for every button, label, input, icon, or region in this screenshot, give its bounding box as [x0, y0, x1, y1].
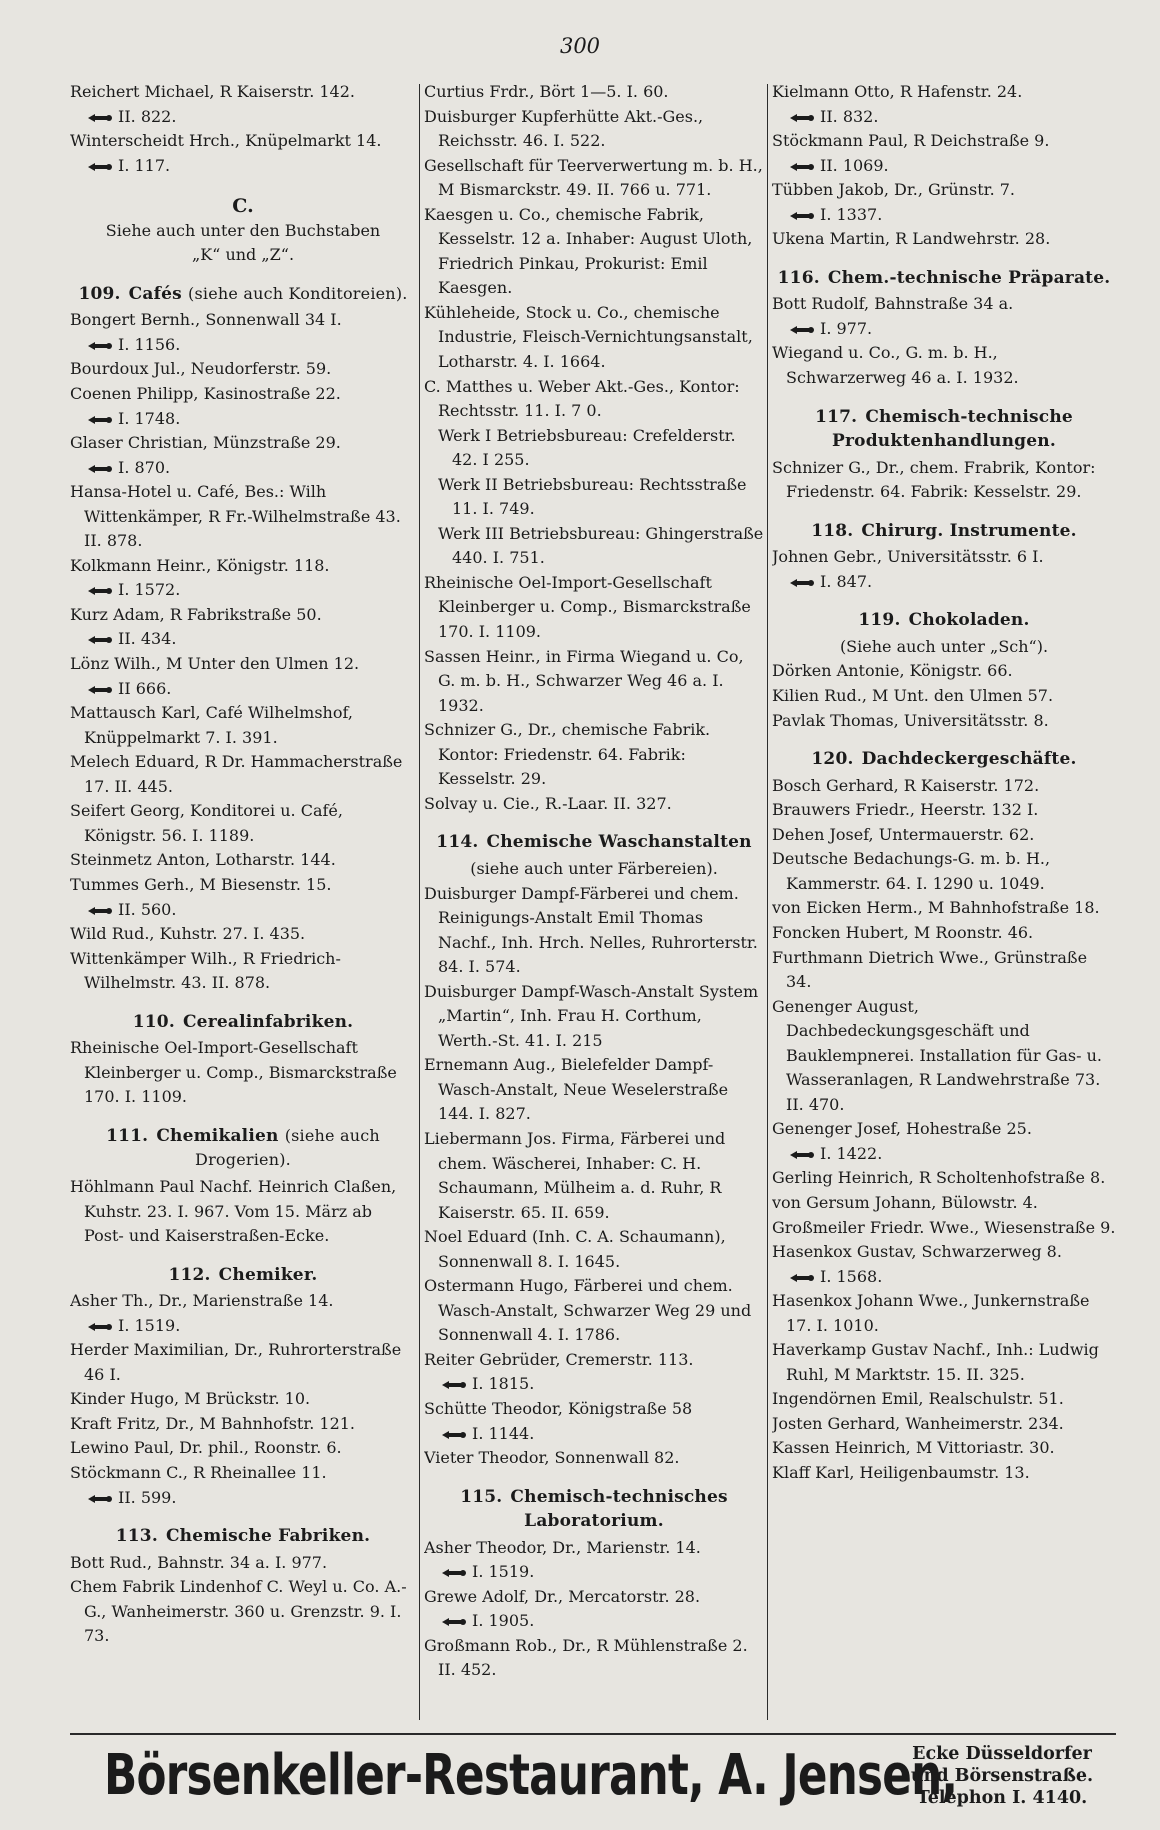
section-title: Chemiker. — [218, 1264, 318, 1285]
directory-entry: Stöckmann C., R Rheinallee 11. — [70, 1462, 327, 1482]
phone-line — [772, 1265, 1116, 1290]
phone-line — [424, 1609, 764, 1634]
section-heading — [424, 830, 764, 855]
ad-address — [896, 1743, 1108, 1809]
phone-line — [424, 1422, 764, 1447]
section-title: Chem.-technische Präparate. — [827, 267, 1111, 288]
directory-entry: Kinder Hugo, M Brückstr. 10. — [70, 1389, 311, 1409]
section-note: (siehe auch Drogerien). — [195, 1125, 380, 1170]
directory-entry: Coenen Philipp, Kasinostraße 22. — [70, 384, 341, 404]
cross-reference: „K“ und „Z“. — [191, 245, 295, 265]
directory-entry: Rheinische Oel-Import-Gesellschaft Kleinberger u. Comp., Bismarckstraße 170. I. 1109. — [424, 572, 751, 642]
directory-entry: Bosch Gerhard, R Kaiserstr. 172. — [772, 775, 1040, 795]
phone-line — [70, 898, 416, 923]
telephone-icon — [790, 162, 814, 172]
telephone-icon — [88, 906, 112, 916]
directory-entry: Genenger Josef, Hohestraße 25. — [772, 1119, 1032, 1139]
telephone-icon — [88, 1322, 112, 1332]
phone-number: I. 1568. — [820, 1266, 883, 1286]
section-number: 115. — [460, 1486, 503, 1507]
directory-entry: Reichert Michael, R Kaiserstr. 142. — [70, 82, 355, 101]
directory-entry: Dehen Josef, Untermauerstr. 62. — [772, 824, 1035, 844]
directory-entry: C. Matthes u. Weber Akt.-Ges., Kontor: Rechtsstr. 11. I. 7 0. — [424, 376, 740, 421]
phone-line — [772, 317, 1116, 342]
phone-number: II. 1069. — [820, 155, 889, 175]
directory-entry: Bott Rud., Bahnstr. 34 a. I. 977. — [70, 1552, 328, 1572]
directory-entry: Ernemann Aug., Bielefelder Dampf-Wasch-Anstalt, Neue Weselerstraße 144. I. 827. — [424, 1055, 729, 1124]
phone-number: I. 1144. — [472, 1423, 535, 1443]
phone-number: I. 1337. — [820, 204, 883, 224]
directory-entry: Seifert Georg, Konditorei u. Café, Königstr. 56. I. 1189. — [70, 801, 343, 845]
column-divider — [767, 84, 768, 1720]
phone-line — [70, 333, 416, 358]
phone-line — [70, 677, 416, 702]
directory-entry: Kraft Fritz, Dr., M Bahnhofstr. 121. — [70, 1413, 356, 1433]
directory-entry: Solvay u. Cie., R.-Laar. II. 327. — [424, 793, 672, 813]
section-heading — [70, 1124, 416, 1173]
phone-line — [70, 105, 416, 130]
directory-entry: Johnen Gebr., Universitätsstr. 6 I. — [772, 547, 1044, 567]
ad-restaurant-name: Börsenkeller-Restaurant, A. Jensen, — [104, 1743, 958, 1808]
telephone-icon — [88, 341, 112, 351]
directory-entry-bold: Schnizer G., Dr., chem. Frabrik, Kontor: Friedenstr. 64. Fabrik: Kesselstr. 29. — [772, 457, 1096, 502]
phone-line — [424, 1560, 764, 1585]
directory-entry: von Gersum Johann, Bülowstr. 4. — [772, 1192, 1038, 1212]
section-heading — [772, 519, 1116, 544]
phone-line — [70, 407, 416, 432]
directory-entry: Kassen Heinrich, M Vittoriastr. 30. — [772, 1438, 1055, 1458]
telephone-icon — [442, 1380, 466, 1390]
section-heading — [70, 282, 416, 307]
phone-line — [70, 1486, 416, 1511]
directory-entry-bold: Duisburger Dampf-Färberei und chem. Reinigungs-Anstalt Emil Thomas Nachf., Inh. Hrch. Nelles, Ruhrorterstr. 84. I. 574. — [424, 883, 758, 977]
telephone-icon — [790, 1150, 814, 1160]
telephone-icon — [790, 211, 814, 221]
section-number: 118. — [811, 520, 854, 541]
directory-columns — [70, 80, 1116, 1720]
section-heading — [70, 1010, 416, 1035]
section-heading — [772, 608, 1116, 633]
section-number: 109. — [78, 283, 121, 304]
telephone-icon — [790, 1273, 814, 1283]
directory-entry: Steinmetz Anton, Lotharstr. 144. — [70, 850, 336, 870]
directory-entry: Ukena Martin, R Landwehrstr. 28. — [772, 229, 1051, 249]
directory-entry: Hansa-Hotel u. Café, Bes.: Wilh Wittenkämper, R Fr.-Wilhelmstraße 43. II. 878. — [70, 482, 401, 551]
column-middle — [424, 80, 764, 1720]
directory-entry: Bott Rudolf, Bahnstraße 34 a. — [772, 294, 1014, 314]
directory-entry: Gesellschaft für Teerverwertung m. b. H., M Bismarckstr. 49. II. 766 u. 771. — [424, 155, 763, 200]
directory-entry: Hasenkox Gustav, Schwarzerweg 8. — [772, 1242, 1062, 1262]
section-title: Dachdeckergeschäfte. — [861, 749, 1077, 770]
directory-entry: Duisburger Kupferhütte Akt.-Ges., Reichsstr. 46. I. 522. — [424, 106, 704, 151]
page-number: 300 — [559, 34, 601, 58]
phone-number: I. 1815. — [472, 1374, 535, 1394]
phone-line — [772, 570, 1116, 595]
phone-line — [70, 456, 416, 481]
directory-entry: Schütte Theodor, Königstraße 58 — [424, 1398, 693, 1418]
section-title: Chemisch-technisches Laboratorium. — [510, 1486, 728, 1532]
phone-number: II. 832. — [820, 106, 879, 126]
directory-entry: Brauwers Friedr., Heerstr. 132 I. — [772, 800, 1039, 820]
directory-entry: Noel Eduard (Inh. C. A. Schaumann), Sonnenwall 8. I. 1645. — [424, 1227, 726, 1271]
directory-entry: Klaff Karl, Heiligenbaumstr. 13. — [772, 1462, 1030, 1482]
telephone-icon — [442, 1568, 466, 1578]
directory-entry: Melech Eduard, R Dr. Hammacherstraße 17. II. 445. — [70, 752, 403, 796]
telephone-icon — [88, 1494, 112, 1504]
letter-heading — [70, 194, 416, 219]
section-title: C. — [232, 195, 254, 218]
directory-entry: Rheinische Oel-Import-Gesellschaft Kleinberger u. Comp., Bismarckstraße 170. I. 1109. — [70, 1038, 397, 1107]
telephone-icon — [88, 113, 112, 123]
directory-entry-bold: Haverkamp Gustav Nachf., Inh.: Ludwig Ruhl, M Marktstr. 15. II. 325. — [772, 1340, 1099, 1384]
directory-entry: Grewe Adolf, Dr., Mercatorstr. 28. — [424, 1586, 701, 1606]
telephone-icon — [88, 415, 112, 425]
column-left — [70, 80, 416, 1720]
directory-entry: Asher Th., Dr., Marienstraße 14. — [70, 1291, 334, 1311]
phone-number: II 666. — [118, 678, 172, 698]
directory-entry: Tummes Gerh., M Biesenstr. 15. — [70, 874, 332, 894]
section-number: 119. — [858, 610, 901, 631]
phone-number: II. 822. — [118, 106, 177, 126]
phone-number: I. 1519. — [472, 1562, 535, 1582]
section-title: Cerealinfabriken. — [182, 1011, 354, 1032]
section-number: 114. — [436, 832, 479, 853]
telephone-icon — [88, 162, 112, 172]
directory-entry: Lönz Wilh., M Unter den Ulmen 12. — [70, 654, 360, 674]
section-number: 111. — [106, 1125, 149, 1146]
directory-entry: von Eicken Herm., M Bahnhofstraße 18. — [772, 898, 1100, 918]
directory-entry: Werk I Betriebsbureau: Crefelderstr. 42. I 255. — [438, 425, 736, 470]
section-heading — [70, 1263, 416, 1288]
phone-line — [70, 154, 416, 179]
advertisement-banner — [70, 1733, 1116, 1821]
phone-number: I. 1422. — [820, 1143, 883, 1163]
directory-entry: Höhlmann Paul Nachf. Heinrich Claßen, Kuhstr. 23. I. 967. Vom 15. März ab Post- und Kaiserstraßen-Ecke. — [70, 1176, 397, 1246]
telephone-icon — [88, 635, 112, 645]
phone-number: I. 1156. — [118, 334, 181, 354]
directory-entry: Josten Gerhard, Wanheimerstr. 234. — [772, 1413, 1064, 1433]
directory-entry: Werk II Betriebsbureau: Rechtsstraße 11. I. 749. — [438, 474, 747, 519]
phone-number: I. 1905. — [472, 1611, 535, 1631]
directory-entry: Foncken Hubert, M Roonstr. 46. — [772, 922, 1034, 942]
ad-address-line: Ecke Düsseldorfer — [912, 1744, 1092, 1764]
directory-entry: Genenger August, Dachbedeckungsgeschäft und Bauklempnerei. Installation für Gas- u. Wasseranlagen, R Landwehrstraße 73. II. 470. — [772, 996, 1102, 1114]
directory-entry: Dörken Antonie, Königstr. 66. — [772, 661, 1013, 681]
directory-entry: Wiegand u. Co., G. m. b. H., Schwarzerweg 46 a. I. 1932. — [772, 343, 1019, 388]
phone-number: I. 870. — [118, 457, 171, 477]
directory-entry: Wittenkämper Wilh., R Friedrich-Wilhelmstr. 43. II. 878. — [70, 948, 341, 993]
phone-number: II. 560. — [118, 899, 177, 919]
directory-entry: Werk III Betriebsbureau: Ghingerstraße 440. I. 751. — [438, 523, 764, 568]
column-right — [772, 80, 1116, 1720]
directory-entry: Kühleheide, Stock u. Co., chemische Industrie, Fleisch-Vernichtungsanstalt, Lotharstr. 4. I. 1664. — [424, 302, 753, 372]
telephone-icon — [88, 586, 112, 596]
phone-number: I. 1572. — [118, 580, 181, 600]
directory-entry: Herder Maximilian, Dr., Ruhrorterstraße 46 I. — [70, 1340, 402, 1384]
telephone-icon — [790, 113, 814, 123]
directory-entry: Chem Fabrik Lindenhof C. Weyl u. Co. A.-G., Wanheimerstr. 360 u. Grenzstr. 9. I. 73. — [70, 1577, 407, 1646]
section-heading — [772, 747, 1116, 772]
directory-entry: Deutsche Bedachungs-G. m. b. H., Kammerstr. 64. I. 1290 u. 1049. — [772, 849, 1051, 893]
phone-line — [772, 105, 1116, 130]
phone-number: I. 977. — [820, 318, 873, 338]
phone-line — [424, 1372, 764, 1397]
directory-entry: Winterscheidt Hrch., Knüpelmarkt 14. — [70, 131, 382, 151]
directory-entry: Vieter Theodor, Sonnenwall 82. — [424, 1448, 680, 1468]
directory-entry: Kilien Rud., M Unt. den Ulmen 57. — [772, 686, 1054, 706]
phone-number: I. 117. — [118, 155, 171, 175]
directory-entry: Ingendörnen Emil, Realschulstr. 51. — [772, 1389, 1064, 1409]
phone-line — [70, 627, 416, 652]
section-title: Chemische Fabriken. — [165, 1526, 371, 1547]
section-heading — [424, 1485, 764, 1534]
directory-entry: Duisburger Dampf-Wasch-Anstalt System „Martin“, Inh. Frau H. Corthum, Werth.-St. 41. I. 215 — [424, 981, 759, 1050]
directory-entry: Liebermann Jos. Firma, Färberei und chem. Wäscherei, Inhaber: C. H. Schaumann, Mülheim a. d. Ruhr, R Kaiserstr. 65. II. 659. — [424, 1128, 726, 1222]
directory-entry: Kielmann Otto, R Hafenstr. 24. — [772, 82, 1023, 101]
telephone-icon — [442, 1617, 466, 1627]
phone-number: I. 1519. — [118, 1315, 181, 1335]
section-title: Chirurg. Instrumente. — [861, 520, 1077, 541]
section-title: Chemische Waschanstalten — [486, 832, 752, 853]
phone-line — [772, 203, 1116, 228]
phone-line — [772, 154, 1116, 179]
section-title: Chokoladen. — [908, 610, 1030, 631]
directory-entry-bold: Bongert Bernh., Sonnenwall 34 I. — [70, 310, 342, 330]
telephone-icon — [442, 1430, 466, 1440]
telephone-icon — [790, 578, 814, 588]
phone-line — [70, 1314, 416, 1339]
directory-entry: Tübben Jakob, Dr., Grünstr. 7. — [772, 180, 1015, 200]
directory-entry: Wild Rud., Kuhstr. 27. I. 435. — [70, 924, 306, 944]
directory-entry: Furthmann Dietrich Wwe., Grünstraße 34. — [772, 947, 1088, 992]
directory-entry: Reiter Gebrüder, Cremerstr. 113. — [424, 1349, 694, 1369]
cross-reference: (Siehe auch unter „Sch“). — [839, 636, 1049, 656]
section-number: 113. — [115, 1526, 158, 1547]
section-number: 120. — [811, 749, 854, 770]
directory-entry: Kolkmann Heinr., Königstr. 118. — [70, 555, 330, 575]
cross-reference: Siehe auch unter den Buchstaben — [105, 220, 381, 240]
directory-entry: Großmeiler Friedr. Wwe., Wiesenstraße 9. — [772, 1217, 1116, 1237]
section-heading — [70, 1524, 416, 1549]
directory-entry: Stöckmann Paul, R Deichstraße 9. — [772, 131, 1050, 151]
section-number: 112. — [168, 1264, 211, 1285]
phone-number: I. 847. — [820, 571, 873, 591]
section-title: Chemisch-technische Produktenhandlungen. — [832, 406, 1073, 452]
phone-line — [70, 578, 416, 603]
ad-address-line: und Börsenstraße. — [910, 1766, 1094, 1786]
directory-entry-bold: Hasenkox Johann Wwe., Junkernstraße 17. I. 1010. — [772, 1291, 1090, 1335]
phone-number: I. 1748. — [118, 408, 181, 428]
ad-telephone: Telephon I. 4140. — [916, 1788, 1088, 1808]
telephone-icon — [88, 685, 112, 695]
directory-entry: Bourdoux Jul., Neudorferstr. 59. — [70, 359, 332, 379]
column-divider — [419, 84, 420, 1720]
directory-entry: Asher Theodor, Dr., Marienstr. 14. — [424, 1537, 701, 1557]
directory-entry: Gerling Heinrich, R Scholtenhofstraße 8. — [772, 1168, 1106, 1188]
directory-entry: Kaesgen u. Co., chemische Fabrik, Kesselstr. 12 a. Inhaber: August Uloth, Friedrich Pinkau, Prokurist: Emil Kaesgen. — [424, 204, 753, 298]
directory-entry: Großmann Rob., Dr., R Mühlenstraße 2. II. 452. — [424, 1635, 748, 1680]
phone-number: II. 599. — [118, 1487, 177, 1507]
directory-entry: Pavlak Thomas, Universitätsstr. 8. — [772, 710, 1049, 730]
telephone-icon — [790, 325, 814, 335]
telephone-icon — [88, 464, 112, 474]
directory-entry: Ostermann Hugo, Färberei und chem. Wasch-Anstalt, Schwarzer Weg 29 und Sonnenwall 4. I. 1786. — [424, 1276, 752, 1345]
section-number: 116. — [777, 267, 820, 288]
directory-entry: Sassen Heinr., in Firma Wiegand u. Co, G. m. b. H., Schwarzer Weg 46 a. I. 1932. — [424, 646, 744, 715]
section-title: Cafés — [128, 283, 182, 304]
directory-entry: Glaser Christian, Münzstraße 29. — [70, 433, 341, 453]
directory-entry: Kurz Adam, R Fabrikstraße 50. — [70, 604, 322, 624]
directory-entry: Curtius Frdr., Bört 1—5. I. 60. — [424, 82, 669, 101]
section-note: (siehe auch Konditoreien). — [188, 283, 408, 303]
cross-reference: (siehe auch unter Färbereien). — [470, 858, 718, 878]
directory-entry-bold: Schnizer G., Dr., chemische Fabrik. Kontor: Friedenstr. 64. Fabrik: Kesselstr. 29. — [424, 720, 711, 789]
directory-entry-bold: Mattausch Karl, Café Wilhelmshof, Knüppelmarkt 7. I. 391. — [70, 703, 353, 747]
phone-number: II. 434. — [118, 629, 177, 649]
section-number: 110. — [132, 1011, 175, 1032]
phone-line — [772, 1142, 1116, 1167]
section-title: Chemikalien — [156, 1125, 279, 1146]
directory-entry: Lewino Paul, Dr. phil., Roonstr. 6. — [70, 1438, 342, 1458]
section-number: 117. — [815, 406, 858, 427]
section-heading — [772, 266, 1116, 291]
section-heading — [772, 405, 1116, 454]
